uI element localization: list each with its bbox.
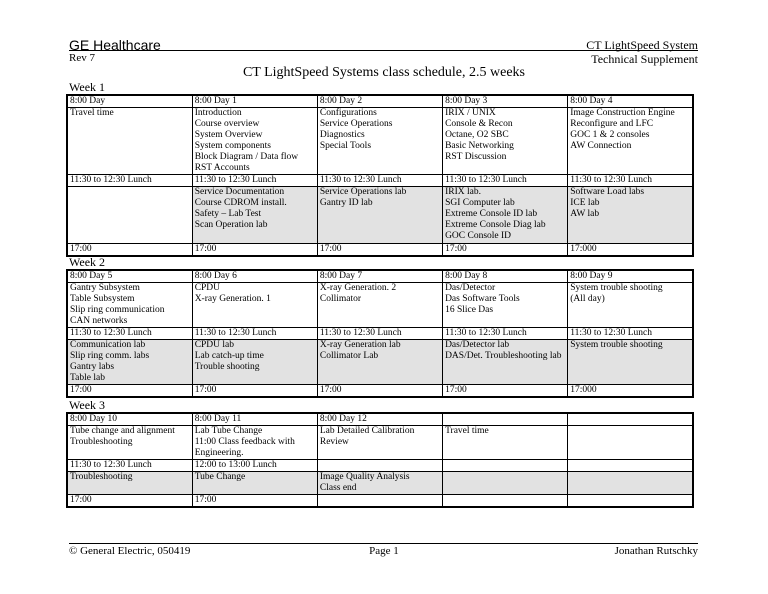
lunch-cell: 11:30 to 12:30 Lunch <box>317 175 442 187</box>
start-cell: 8:00 Day 9 <box>568 270 693 283</box>
week-2-label: Week 2 <box>69 255 106 269</box>
lunch-cell: 12:00 to 13:00 Lunch <box>192 460 317 472</box>
cell-line: System Overview <box>194 130 263 140</box>
cell-line: GOC 1 & 2 consoles <box>570 130 650 140</box>
afternoon-row <box>67 472 693 495</box>
morning-cell <box>67 108 192 175</box>
cell-line: Software Load labs <box>570 187 645 197</box>
start-row <box>67 95 693 108</box>
week-1-label: Week 1 <box>69 80 106 94</box>
lunch-cell: 11:30 to 12:30 Lunch <box>192 328 317 340</box>
lunch-cell: 11:30 to 12:30 Lunch <box>67 328 192 340</box>
end-cell: 17:000 <box>568 244 693 257</box>
start-cell: 8:00 Day 5 <box>67 270 192 283</box>
cell-line: RST Discussion <box>445 152 507 162</box>
lunch-cell: 11:30 to 12:30 Lunch <box>192 175 317 187</box>
week-3-table <box>66 412 694 508</box>
cell-line: CPDU <box>194 283 221 293</box>
cell-line: Das/Detector <box>445 283 496 293</box>
cell-line: IRIX lab. <box>445 187 481 197</box>
cell-line: Service Operations lab <box>319 187 407 197</box>
start-row <box>67 270 693 283</box>
afternoon-cell <box>317 187 442 244</box>
footer-page-number: Page 1 <box>369 545 399 557</box>
cell-line: Service Documentation <box>194 187 285 197</box>
morning-row <box>67 108 693 175</box>
start-cell: 8:00 Day 12 <box>317 413 442 426</box>
end-cell: 17:00 <box>192 495 317 508</box>
cell-line: X-ray Generation. 2 <box>319 283 397 293</box>
start-cell <box>568 413 693 426</box>
end-cell: 17:00 <box>192 385 317 398</box>
cell-line: Troubleshooting <box>70 472 133 482</box>
lunch-cell: 11:30 to 12:30 Lunch <box>317 328 442 340</box>
afternoon-cell <box>317 340 442 385</box>
start-row <box>67 413 693 426</box>
afternoon-cell <box>568 472 693 495</box>
lunch-cell: 11:30 to 12:30 Lunch <box>443 328 568 340</box>
cell-line: X-ray Generation. 1 <box>194 294 271 304</box>
cell-line: Configurations <box>319 108 377 118</box>
cell-line: Diagnostics <box>319 130 365 140</box>
morning-cell <box>568 108 693 175</box>
cell-line: Gantry ID lab <box>319 198 373 208</box>
cell-line: Console & Recon <box>445 119 513 129</box>
cell-line: Basic Networking <box>445 141 514 151</box>
cell-line: RST Accounts <box>194 163 250 173</box>
start-cell: 8:00 Day 1 <box>192 95 317 108</box>
lunch-cell <box>568 460 693 472</box>
week-3-label: Week 3 <box>69 398 106 412</box>
cell-line: Gantry labs <box>70 362 115 372</box>
week-1-table <box>66 94 694 257</box>
morning-cell <box>67 426 192 460</box>
end-cell: 17:00 <box>67 495 192 508</box>
start-cell: 8:00 Day 6 <box>192 270 317 283</box>
morning-cell <box>443 283 568 328</box>
footer-author: Jonathan Rutschky <box>614 545 698 557</box>
cell-line: Das/Detector lab <box>445 340 510 350</box>
cell-line: Slip ring comm. labs <box>70 351 150 361</box>
start-cell: 8:00 Day 2 <box>317 95 442 108</box>
lunch-cell <box>317 460 442 472</box>
end-cell: 17:000 <box>568 385 693 398</box>
cell-line: IRIX / UNIX <box>445 108 496 118</box>
end-cell: 17:00 <box>67 244 192 257</box>
cell-line: Gantry Subsystem <box>70 283 140 293</box>
start-cell: 8:00 Day 4 <box>568 95 693 108</box>
cell-line: Class end <box>319 483 357 493</box>
end-cell: 17:00 <box>317 385 442 398</box>
cell-line: Review <box>319 437 349 447</box>
cell-line: Collimator <box>319 294 362 304</box>
afternoon-cell <box>443 187 568 244</box>
cell-line: Collimator Lab <box>319 351 379 361</box>
cell-line: System components <box>194 141 271 151</box>
lunch-cell: 11:30 to 12:30 Lunch <box>568 175 693 187</box>
morning-cell <box>568 283 693 328</box>
end-cell <box>317 495 442 508</box>
cell-line: X-ray Generation lab <box>319 340 401 350</box>
cell-line: ICE lab <box>570 198 600 208</box>
start-cell: 8:00 Day <box>67 95 192 108</box>
cell-line: Course overview <box>194 119 260 129</box>
cell-line: CAN networks <box>70 316 128 326</box>
afternoon-cell <box>192 472 317 495</box>
start-cell: 8:00 Day 3 <box>443 95 568 108</box>
cell-line: DAS/Det. Troubleshooting lab <box>445 351 562 361</box>
morning-cell <box>443 426 568 460</box>
cell-line: System trouble shooting <box>570 340 663 350</box>
afternoon-cell <box>67 340 192 385</box>
afternoon-row <box>67 187 693 244</box>
morning-cell <box>317 426 442 460</box>
cell-line: Travel time <box>445 426 489 436</box>
end-cell <box>568 495 693 508</box>
document-type: Technical Supplement <box>591 52 698 66</box>
cell-line: Extreme Console ID lab <box>445 209 538 219</box>
cell-line: Slip ring communication <box>70 305 165 315</box>
lunch-row <box>67 328 693 340</box>
cell-line: Octane, O2 SBC <box>445 130 509 140</box>
afternoon-cell <box>192 187 317 244</box>
cell-line: (All day) <box>570 294 605 304</box>
cell-line: Travel time <box>70 108 114 118</box>
cell-line: Image Quality Analysis <box>319 472 410 482</box>
lunch-cell: 11:30 to 12:30 Lunch <box>443 175 568 187</box>
cell-line: Lab Detailed Calibration <box>319 426 415 436</box>
start-cell: 8:00 Day 11 <box>192 413 317 426</box>
cell-line: Image Construction Engine <box>570 108 675 118</box>
end-cell <box>443 495 568 508</box>
cell-line: AW Connection <box>570 141 632 151</box>
afternoon-cell <box>443 472 568 495</box>
morning-row <box>67 426 693 460</box>
product-name: CT LightSpeed System <box>586 38 698 52</box>
end-cell: 17:00 <box>443 385 568 398</box>
cell-line: Lab catch-up time <box>194 351 264 361</box>
morning-cell <box>192 283 317 328</box>
cell-line: Service Operations <box>319 119 393 129</box>
company-name: GE Healthcare <box>69 37 161 53</box>
cell-line: Course CDROM install. <box>194 198 287 208</box>
afternoon-cell <box>568 340 693 385</box>
morning-cell <box>67 283 192 328</box>
cell-line: Table lab <box>70 373 105 383</box>
start-cell <box>443 413 568 426</box>
lunch-row <box>67 460 693 472</box>
cell-line: GOC Console ID <box>445 231 512 241</box>
cell-line: Lab Tube Change <box>194 426 263 436</box>
cell-line: Tube Change <box>194 472 246 482</box>
morning-cell <box>568 426 693 460</box>
afternoon-cell <box>67 472 192 495</box>
lunch-cell: 11:30 to 12:30 Lunch <box>568 328 693 340</box>
cell-line: Introduction <box>194 108 242 118</box>
revision-label: Rev 7 <box>69 52 95 64</box>
cell-line: CPDU lab <box>194 340 235 350</box>
cell-line: Table Subsystem <box>70 294 135 304</box>
cell-line: Safety – Lab Test <box>194 209 262 219</box>
afternoon-cell <box>317 472 442 495</box>
cell-line: 16 Slice Das <box>445 305 494 315</box>
lunch-cell <box>443 460 568 472</box>
cell-line: Trouble shooting <box>194 362 260 372</box>
cell-line: Tube change and alignment <box>70 426 175 436</box>
afternoon-cell <box>192 340 317 385</box>
cell-line: Extreme Console Diag lab <box>445 220 546 230</box>
start-cell: 8:00 Day 10 <box>67 413 192 426</box>
cell-line: Scan Operation lab <box>194 220 268 230</box>
afternoon-cell <box>443 340 568 385</box>
afternoon-row <box>67 340 693 385</box>
start-cell: 8:00 Day 8 <box>443 270 568 283</box>
morning-row <box>67 283 693 328</box>
end-row <box>67 244 693 257</box>
cell-line: Das Software Tools <box>445 294 520 304</box>
end-row <box>67 495 693 508</box>
morning-cell <box>317 108 442 175</box>
end-cell: 17:00 <box>317 244 442 257</box>
end-cell: 17:00 <box>67 385 192 398</box>
schedule-title: CT LightSpeed Systems class schedule, 2.5 weeks <box>242 65 526 80</box>
morning-cell <box>192 108 317 175</box>
cell-line: AW lab <box>570 209 600 219</box>
cell-line: System trouble shooting <box>570 283 663 293</box>
cell-line: Reconfigure and LFC <box>570 119 654 129</box>
end-row <box>67 385 693 398</box>
afternoon-cell <box>67 187 192 244</box>
cell-line: 11:00 Class feedback with Engineering. <box>194 437 295 458</box>
morning-cell <box>192 426 317 460</box>
cell-line: Troubleshooting <box>70 437 133 447</box>
footer-copyright: © General Electric, 050419 <box>69 545 191 557</box>
start-cell: 8:00 Day 7 <box>317 270 442 283</box>
morning-cell <box>317 283 442 328</box>
morning-cell <box>443 108 568 175</box>
cell-line: Communication lab <box>70 340 146 350</box>
lunch-row <box>67 175 693 187</box>
week-2-table <box>66 269 694 398</box>
lunch-cell: 11:30 to 12:30 Lunch <box>67 460 192 472</box>
cell-line: SGI Computer lab <box>445 198 515 208</box>
lunch-cell: 11:30 to 12:30 Lunch <box>67 175 192 187</box>
footer-rule <box>69 543 698 544</box>
cell-line: Special Tools <box>319 141 372 151</box>
cell-line: Block Diagram / Data flow <box>194 152 299 162</box>
afternoon-cell <box>568 187 693 244</box>
end-cell: 17:00 <box>443 244 568 257</box>
end-cell: 17:00 <box>192 244 317 257</box>
